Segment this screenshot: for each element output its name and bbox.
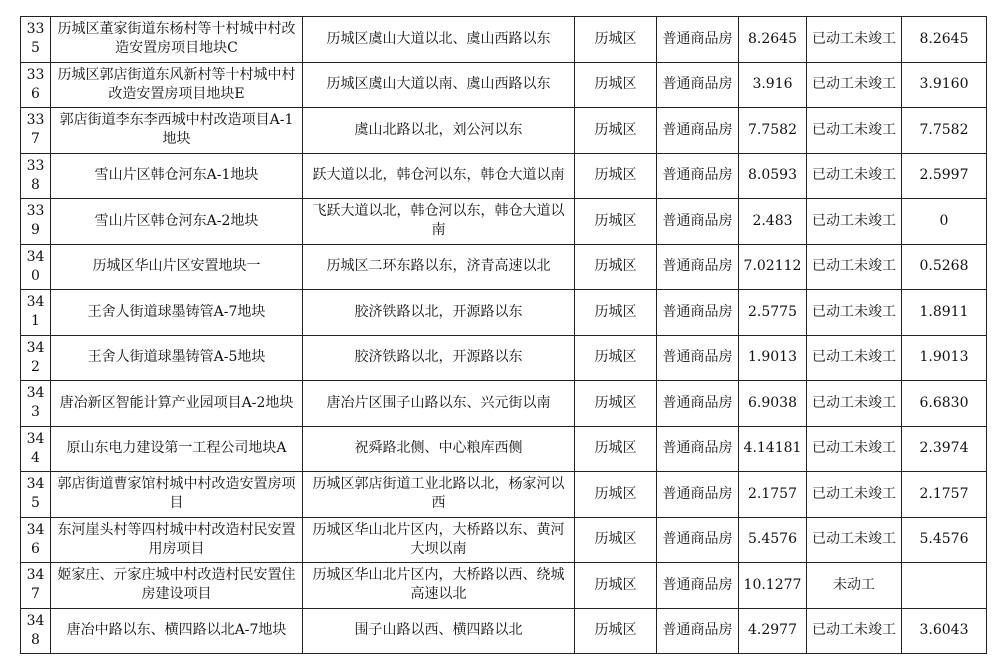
cell-housing-type: 普通商品房 [657, 472, 739, 518]
cell-project-name: 原山东电力建设第一工程公司地块A [51, 426, 303, 472]
cell-status: 已动工未竣工 [807, 153, 902, 199]
cell-project-name: 王舍人街道球墨铸管A-5地块 [51, 335, 303, 381]
cell-district: 历城区 [575, 108, 657, 154]
cell-district: 历城区 [575, 517, 657, 563]
cell-location: 历城区二环东路以东，济青高速以北 [303, 244, 575, 290]
cell-location: 胶济铁路以北，开源路以东 [303, 335, 575, 381]
land-parcel-table [20, 16, 987, 654]
cell-area: 4.14181 [739, 426, 807, 472]
cell-status: 已动工未竣工 [807, 381, 902, 427]
cell-number: 336 [21, 62, 51, 108]
cell-housing-type: 普通商品房 [657, 62, 739, 108]
cell-project-name: 郭店街道曹家馆村城中村改造安置房项目 [51, 472, 303, 518]
cell-location: 历城区虞山大道以北、虞山西路以东 [303, 17, 575, 63]
cell-value: 2.5997 [902, 153, 987, 199]
cell-housing-type: 普通商品房 [657, 290, 739, 336]
cell-project-name: 历城区华山片区安置地块一 [51, 244, 303, 290]
cell-location: 胶济铁路以北，开源路以东 [303, 290, 575, 336]
cell-area: 6.9038 [739, 381, 807, 427]
table-row [21, 335, 987, 381]
cell-housing-type: 普通商品房 [657, 563, 739, 609]
cell-area: 10.1277 [739, 563, 807, 609]
cell-location: 历城区虞山大道以南、虞山西路以东 [303, 62, 575, 108]
cell-project-name: 唐冶新区智能计算产业园项目A-2地块 [51, 381, 303, 427]
cell-location: 历城区华山北片区内，大桥路以西、绕城高速以北 [303, 563, 575, 609]
cell-location: 唐冶片区围子山路以东、兴元街以南 [303, 381, 575, 427]
cell-value: 1.9013 [902, 335, 987, 381]
cell-housing-type: 普通商品房 [657, 153, 739, 199]
cell-location: 虞山北路以北，刘公河以东 [303, 108, 575, 154]
cell-location: 祝舜路北侧、中心粮库西侧 [303, 426, 575, 472]
cell-area: 5.4576 [739, 517, 807, 563]
cell-number: 337 [21, 108, 51, 154]
cell-area: 2.5775 [739, 290, 807, 336]
cell-status: 已动工未竣工 [807, 472, 902, 518]
table-row [21, 62, 987, 108]
cell-location: 历城区华山北片区内，大桥路以东、黄河大坝以南 [303, 517, 575, 563]
cell-value: 8.2645 [902, 17, 987, 63]
cell-status: 已动工未竣工 [807, 62, 902, 108]
table-row [21, 108, 987, 154]
cell-area: 8.0593 [739, 153, 807, 199]
cell-value: 7.7582 [902, 108, 987, 154]
cell-status: 已动工未竣工 [807, 426, 902, 472]
cell-status: 已动工未竣工 [807, 608, 902, 654]
cell-number: 346 [21, 517, 51, 563]
cell-value: 0.5268 [902, 244, 987, 290]
cell-area: 7.7582 [739, 108, 807, 154]
table-row [21, 426, 987, 472]
table-row [21, 517, 987, 563]
table-row [21, 381, 987, 427]
cell-project-name: 历城区郭店街道东风新村等十村城中村改造安置房项目地块E [51, 62, 303, 108]
cell-number: 340 [21, 244, 51, 290]
cell-district: 历城区 [575, 17, 657, 63]
cell-area: 8.2645 [739, 17, 807, 63]
cell-project-name: 姬家庄、亓家庄城中村改造村民安置住房建设项目 [51, 563, 303, 609]
cell-number: 341 [21, 290, 51, 336]
cell-location: 围子山路以西、横四路以北 [303, 608, 575, 654]
cell-housing-type: 普通商品房 [657, 335, 739, 381]
cell-housing-type: 普通商品房 [657, 517, 739, 563]
cell-value: 3.6043 [902, 608, 987, 654]
cell-status: 已动工未竣工 [807, 517, 902, 563]
cell-number: 342 [21, 335, 51, 381]
cell-number: 345 [21, 472, 51, 518]
cell-area: 2.483 [739, 199, 807, 245]
table-row [21, 244, 987, 290]
cell-project-name: 雪山片区韩仓河东A-1地块 [51, 153, 303, 199]
cell-project-name: 唐冶中路以东、横四路以北A-7地块 [51, 608, 303, 654]
cell-value: 3.9160 [902, 62, 987, 108]
table-row [21, 153, 987, 199]
cell-district: 历城区 [575, 563, 657, 609]
cell-location: 跃大道以北，韩仓河以东，韩仓大道以南 [303, 153, 575, 199]
cell-project-name: 郭店街道李东李西城中村改造项目A-1地块 [51, 108, 303, 154]
cell-district: 历城区 [575, 472, 657, 518]
cell-status: 已动工未竣工 [807, 335, 902, 381]
table-row [21, 17, 987, 63]
cell-value [902, 563, 987, 609]
cell-area: 3.916 [739, 62, 807, 108]
table-row [21, 199, 987, 245]
cell-status: 已动工未竣工 [807, 199, 902, 245]
cell-area: 2.1757 [739, 472, 807, 518]
cell-district: 历城区 [575, 62, 657, 108]
cell-housing-type: 普通商品房 [657, 381, 739, 427]
cell-district: 历城区 [575, 608, 657, 654]
cell-project-name: 雪山片区韩仓河东A-2地块 [51, 199, 303, 245]
cell-value: 1.8911 [902, 290, 987, 336]
cell-area: 7.02112 [739, 244, 807, 290]
cell-status: 已动工未竣工 [807, 290, 902, 336]
cell-housing-type: 普通商品房 [657, 199, 739, 245]
cell-number: 344 [21, 426, 51, 472]
cell-value: 5.4576 [902, 517, 987, 563]
cell-number: 335 [21, 17, 51, 63]
table-row [21, 608, 987, 654]
cell-district: 历城区 [575, 335, 657, 381]
table-row [21, 290, 987, 336]
cell-location: 历城区郭店街道工业北路以北，杨家河以西 [303, 472, 575, 518]
cell-status: 已动工未竣工 [807, 108, 902, 154]
cell-number: 338 [21, 153, 51, 199]
cell-number: 347 [21, 563, 51, 609]
cell-number: 348 [21, 608, 51, 654]
cell-district: 历城区 [575, 244, 657, 290]
cell-value: 0 [902, 199, 987, 245]
cell-location: 飞跃大道以北，韩仓河以东，韩仓大道以南 [303, 199, 575, 245]
cell-area: 1.9013 [739, 335, 807, 381]
cell-area: 4.2977 [739, 608, 807, 654]
cell-status: 已动工未竣工 [807, 17, 902, 63]
table-row [21, 563, 987, 609]
cell-housing-type: 普通商品房 [657, 108, 739, 154]
cell-housing-type: 普通商品房 [657, 608, 739, 654]
cell-housing-type: 普通商品房 [657, 17, 739, 63]
cell-value: 6.6830 [902, 381, 987, 427]
cell-district: 历城区 [575, 290, 657, 336]
cell-number: 343 [21, 381, 51, 427]
cell-status: 未动工 [807, 563, 902, 609]
cell-housing-type: 普通商品房 [657, 426, 739, 472]
table-row [21, 472, 987, 518]
cell-status: 已动工未竣工 [807, 244, 902, 290]
cell-district: 历城区 [575, 381, 657, 427]
cell-district: 历城区 [575, 426, 657, 472]
cell-value: 2.3974 [902, 426, 987, 472]
cell-project-name: 东河崖头村等四村城中村改造村民安置用房项目 [51, 517, 303, 563]
cell-value: 2.1757 [902, 472, 987, 518]
cell-project-name: 历城区董家街道东杨村等十村城中村改造安置房项目地块C [51, 17, 303, 63]
table-body [21, 17, 987, 654]
cell-district: 历城区 [575, 199, 657, 245]
cell-housing-type: 普通商品房 [657, 244, 739, 290]
cell-number: 339 [21, 199, 51, 245]
cell-district: 历城区 [575, 153, 657, 199]
cell-project-name: 王舍人街道球墨铸管A-7地块 [51, 290, 303, 336]
